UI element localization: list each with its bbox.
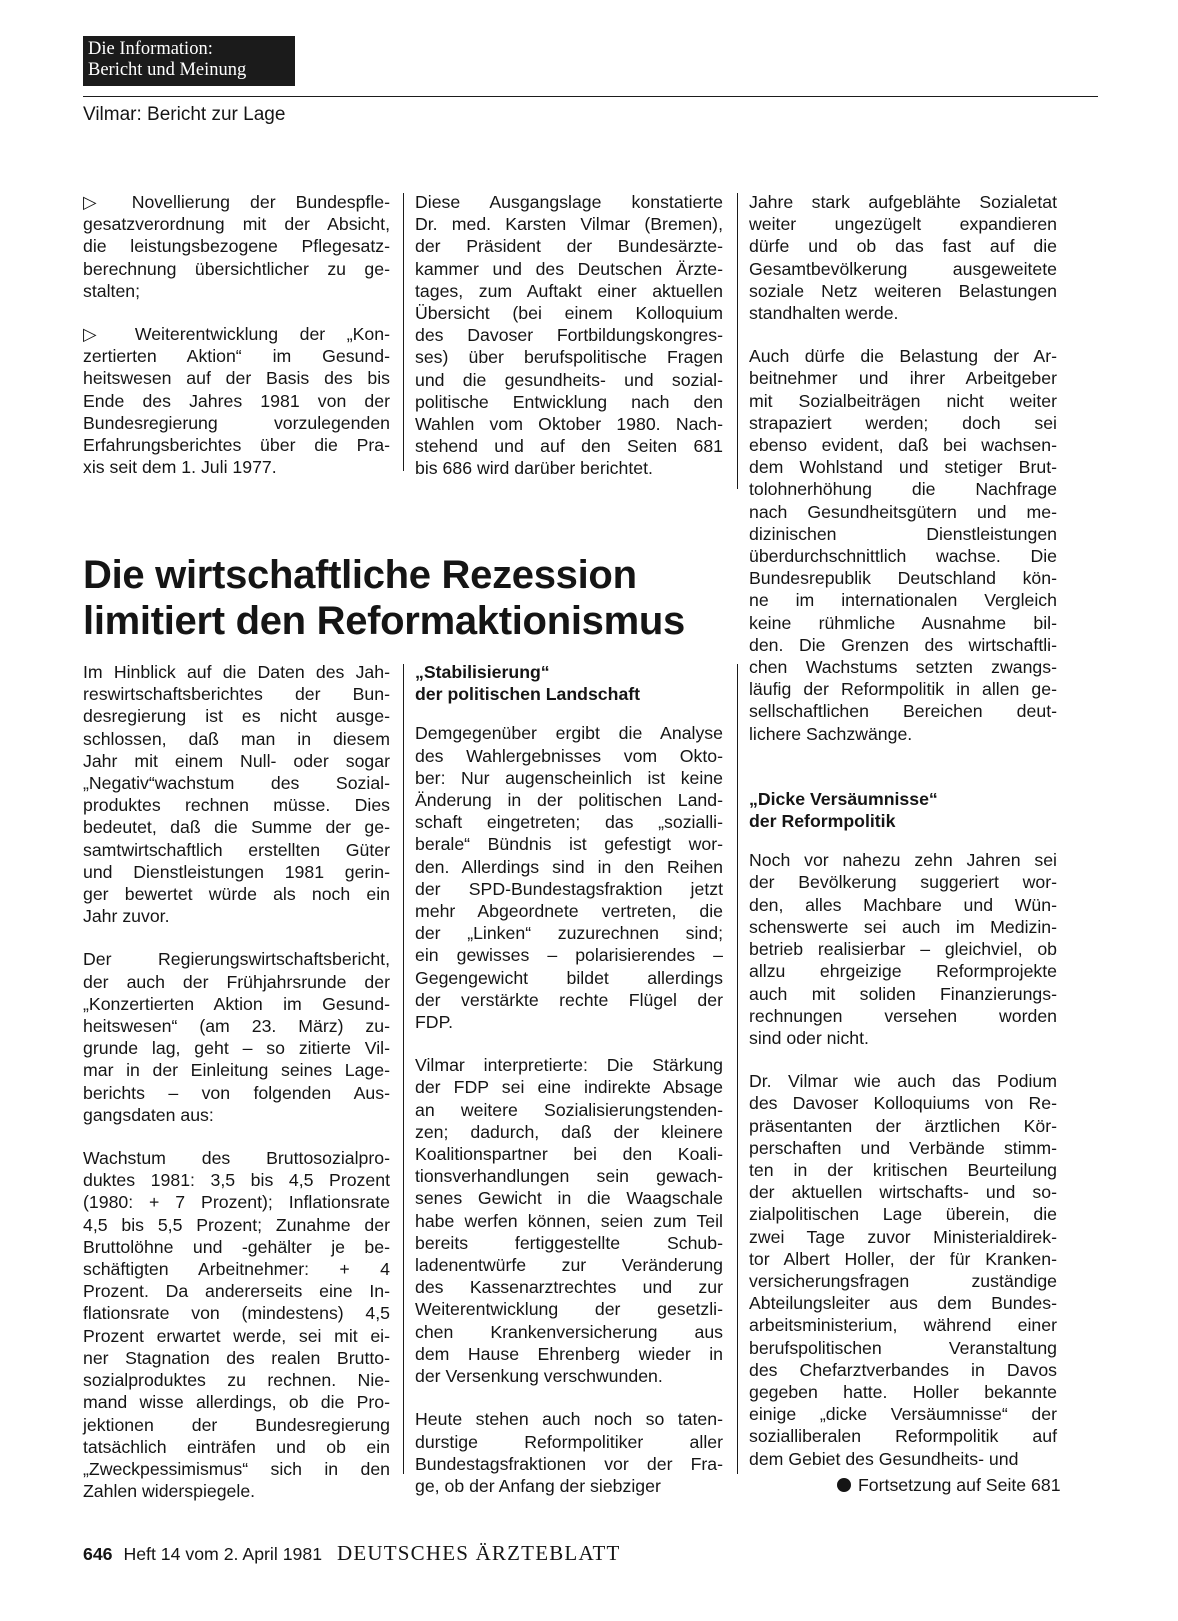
text-line: Prozent. Da andererseits eine In-	[83, 1281, 390, 1302]
text-line: betrieb realisierbar – gleichviel, ob	[749, 939, 1057, 960]
text-line: berale“ Bündnis ist gefestigt wor-	[415, 834, 723, 855]
text-line: allzu ehrgeizige Reformprojekte	[749, 961, 1057, 982]
text-line: samtwirtschaftlich erstellten Güter	[83, 839, 390, 860]
subheading-line: der Reformpolitik	[749, 811, 896, 832]
text-line: mand wisse allerdings, ob die Pro-	[83, 1392, 390, 1413]
bottom-left-column	[83, 661, 390, 1502]
text-line: berufspolitischen Veranstaltung	[749, 1337, 1057, 1358]
text-line: und die gesundheits- und sozial-	[415, 369, 723, 390]
text-line: habe werfen können, seien zum Teil	[415, 1210, 723, 1231]
continuation-text: Fortsetzung auf Seite 681	[858, 1475, 1061, 1495]
text-line: perschaften und Verbände stimm-	[749, 1137, 1057, 1158]
text-line: der FDP sei eine indirekte Absage	[415, 1077, 723, 1098]
text-line: sozialliberalen Reformpolitik auf	[749, 1426, 1057, 1447]
text-line: Weiterentwicklung der gesetzli-	[415, 1299, 723, 1320]
text-line: dem Wohlstand und stetiger Brut-	[749, 457, 1057, 478]
text-line: heitswesen“ (am 23. März) zu-	[83, 1016, 390, 1037]
paragraph	[749, 191, 1057, 324]
text-line: duktes 1981: 3,5 bis 4,5 Prozent	[83, 1170, 390, 1191]
text-line: 4,5 bis 5,5 Prozent; Zunahme der	[83, 1214, 390, 1235]
section-badge	[83, 36, 295, 86]
text-line: tatsächlich einträfen und ob ein	[83, 1436, 390, 1457]
paragraph	[415, 1054, 723, 1387]
text-line: keine rühmliche Ausnahme bil-	[749, 612, 1057, 633]
text-line: läufig der Reformpolitik in allen ge-	[749, 679, 1057, 700]
text-line: nach Gesundheitsgütern und me-	[749, 501, 1057, 522]
subheading-line: „Stabilisierung“	[415, 662, 550, 682]
text-line: ein gewisses – polarisierendes –	[415, 945, 723, 966]
text-line: die leistungsbezogene Pflegesatz-	[83, 236, 390, 257]
right-column	[749, 191, 1057, 1470]
text-line: präsentanten der ärztlichen Kör-	[749, 1115, 1057, 1136]
text-line: Abteilungsleiter aus dem Bundes-	[749, 1293, 1057, 1314]
text-line: einige „dicke Versäumnisse“ der	[749, 1404, 1057, 1425]
paragraph	[749, 849, 1057, 1049]
subheading-line: „Dicke Versäumnisse“	[749, 788, 938, 809]
journal-name: DEUTSCHES ÄRZTEBLATT	[336, 1541, 621, 1565]
badge-line-2: Bericht und Meinung	[88, 60, 247, 80]
text-line: sellschaftlichen Bereichen deut-	[749, 701, 1057, 722]
text-line: Demgegenüber ergibt die Analyse	[415, 723, 723, 744]
text-line: Gegengewicht bildet allerdings	[415, 967, 723, 988]
column-divider	[737, 193, 738, 489]
text-line: reswirtschaftsberichtes der Bun-	[83, 684, 390, 705]
text-line: Übersicht (bei einem Kolloquium	[415, 303, 723, 324]
text-line: schäftigten Arbeitnehmer: + 4	[83, 1259, 390, 1280]
headline	[83, 552, 685, 644]
column-divider	[403, 193, 404, 471]
text-line: Heute stehen auch noch so taten-	[415, 1409, 723, 1430]
text-line: berichts – von folgenden Aus-	[83, 1082, 390, 1103]
text-line: bedeutet, daß die Summe der ge-	[83, 817, 390, 838]
text-line: des Davoser Kolloquiums von Re-	[749, 1093, 1057, 1114]
text-line: standhalten werde.	[749, 303, 899, 324]
text-line: Jahr mit einem Null- oder sogar	[83, 750, 390, 771]
subheading-line: der politischen Landschaft	[415, 684, 641, 705]
text-line: durstige Reformpolitiker aller	[415, 1431, 723, 1452]
text-line: des Kassenarztrechtes und zur	[415, 1277, 723, 1298]
text-line: schaft eingetreten; das „sozialli-	[415, 812, 723, 833]
text-line: produktes rechnen müsse. Dies	[83, 795, 390, 816]
text-line: tionsverhandlungen sein gewach-	[415, 1166, 723, 1187]
text-line: der auch der Frühjahrsrunde der	[83, 971, 390, 992]
text-line: ten in der kritischen Beurteilung	[749, 1159, 1057, 1180]
section-subheading	[749, 788, 1057, 832]
text-line: der Präsident der Bundesärzte-	[415, 236, 723, 257]
text-line: tolohnerhöhung die Nachfrage	[749, 479, 1057, 500]
text-line: chen Krankenversicherung aus	[415, 1321, 723, 1342]
right-body-b	[749, 849, 1057, 1469]
paragraph	[83, 661, 390, 927]
right-body-a	[749, 191, 1057, 745]
text-line: sozialproduktes zu rechnen. Nie-	[83, 1370, 390, 1391]
text-line: gesatzverordnung mit der Absicht,	[83, 214, 390, 235]
text-line: FDP.	[415, 1012, 454, 1033]
text-line: beitnehmer und ihrer Arbeitgeber	[749, 368, 1057, 389]
text-line: dizinischen Dienstleistungen	[749, 523, 1057, 544]
text-line: politische Entwicklung nach den	[415, 391, 723, 412]
text-line: desregierung ist es nicht ausge-	[83, 706, 390, 727]
text-line: der aktuellen wirtschafts- und so-	[749, 1182, 1057, 1203]
text-line: Zahlen widerspiegele.	[83, 1481, 256, 1502]
text-line: auch mit soliden Finanzierungs-	[749, 983, 1057, 1004]
text-line: dem Hause Ehrenberg wieder in	[415, 1343, 723, 1364]
text-line: lichere Sachzwänge.	[749, 723, 913, 744]
text-line: Wachstum des Bruttosozialpro-	[83, 1148, 390, 1169]
text-line: stehend und auf den Seiten 681	[415, 436, 723, 457]
text-line: schlossen, daß man in diesem	[83, 728, 390, 749]
text-line: zialpolitischen Lage überein, die	[749, 1204, 1057, 1225]
headline-line-2: limitiert den Reformaktionismus	[83, 599, 685, 643]
text-line: des Davoser Fortbildungskongres-	[415, 325, 723, 346]
text-line: der verstärkte rechte Flügel der	[415, 989, 723, 1010]
text-line: flationsrate von (mindestens) 4,5	[83, 1303, 390, 1324]
text-line: jektionen der Bundesregierung	[83, 1414, 390, 1435]
text-line: Ende des Jahres 1981 von der	[83, 390, 390, 411]
bottom-middle-body	[415, 722, 723, 1497]
text-line: den, alles Machbare und Wün-	[749, 894, 1057, 915]
text-line: rechnungen versehen worden	[749, 1005, 1057, 1026]
text-line: kammer und des Deutschen Ärzte-	[415, 258, 723, 279]
text-line: bereits fertiggestellte Schub-	[415, 1232, 723, 1253]
text-line: Vilmar interpretierte: Die Stärkung	[415, 1055, 723, 1076]
text-line: Noch vor nahezu zehn Jahren sei	[749, 850, 1057, 871]
paragraph	[415, 191, 723, 480]
text-line: chen Wachstums setzten zwangs-	[749, 657, 1057, 678]
text-line: und Dienstleistungen 1981 gerin-	[83, 861, 390, 882]
text-line: schenswerte sei auch im Medizin-	[749, 916, 1057, 937]
text-line: Bundesrepublik Deutschland kön-	[749, 568, 1057, 589]
paragraph	[83, 323, 390, 478]
text-line: ▷ Weiterentwicklung der „Kon-	[83, 324, 390, 345]
text-line: sind oder nicht.	[749, 1027, 869, 1048]
text-line: gegeben hatte. Holler bekannte	[749, 1381, 1057, 1402]
text-line: ebenso evident, daß bei wachsen-	[749, 435, 1057, 456]
text-line: Jahr zuvor.	[83, 906, 170, 927]
text-line: dürfe und ob das fast auf die	[749, 236, 1057, 257]
text-line: grunde lag, geht – so zitierte Vil-	[83, 1038, 390, 1059]
text-line: der „Linken“ zuzurechnen sind;	[415, 923, 723, 944]
text-line: der Versenkung verschwunden.	[415, 1366, 663, 1387]
text-line: mar in der Einleitung seines Lage-	[83, 1060, 390, 1081]
text-line: versicherungsfragen zuständige	[749, 1270, 1057, 1291]
text-line: xis seit dem 1. Juli 1977.	[83, 457, 277, 478]
text-line: ▷ Novellierung der Bundespfle-	[83, 192, 390, 212]
text-line: zwei Tage zuvor Ministerialdirek-	[749, 1226, 1057, 1247]
text-line: Änderung in der politischen Land-	[415, 790, 723, 811]
text-line: berechnung übersichtlicher zu ge-	[83, 258, 390, 279]
text-line: gangsdaten aus:	[83, 1104, 214, 1125]
text-line: strapaziert werden; doch sei	[749, 412, 1057, 433]
page-number: 646	[83, 1544, 113, 1564]
header-rule	[83, 96, 1098, 97]
text-line: „Konzertierten Aktion im Gesund-	[83, 993, 390, 1014]
text-line: „Zweckpessimismus“ sich in den	[83, 1458, 390, 1479]
text-line: Jahre stark aufgeblähte Sozialetat	[749, 192, 1057, 212]
paragraph	[749, 345, 1057, 745]
paragraph	[415, 1408, 723, 1497]
text-line: des Chefarztverbandes in Davos	[749, 1359, 1057, 1380]
page-footer	[83, 1540, 621, 1567]
continuation-note	[837, 1474, 1061, 1496]
text-line: Erfahrungsberichtes über die Pra-	[83, 435, 390, 456]
bullet-icon	[837, 1478, 851, 1492]
text-line: zertierten Aktion“ im Gesund-	[83, 346, 390, 367]
text-line: bis 686 wird darüber berichtet.	[415, 458, 653, 479]
text-line: ge, ob der Anfang der siebziger	[415, 1475, 661, 1496]
text-line: an weitere Sozialisierungstenden-	[415, 1099, 723, 1120]
badge-line-1: Die Information:	[88, 39, 213, 59]
text-line: ner Stagnation des realen Brutto-	[83, 1347, 390, 1368]
text-line: tages, zum Auftakt einer aktuellen	[415, 280, 723, 301]
text-line: soziale Netz weiteren Belastungen	[749, 280, 1057, 301]
column-divider	[403, 664, 404, 1474]
paragraph	[749, 1070, 1057, 1470]
text-line: weiter ungezügelt expandieren	[749, 214, 1057, 235]
text-line: Diese Ausgangslage konstatierte	[415, 192, 723, 212]
text-line: Koalitionspartner bei den Koali-	[415, 1144, 723, 1165]
text-line: ses) über berufspolitische Fragen	[415, 347, 723, 368]
text-line: (1980: + 7 Prozent); Inflationsrate	[83, 1192, 390, 1213]
section-subheading	[415, 661, 723, 705]
top-middle-column	[415, 191, 723, 480]
text-line: Prozent erwartet werde, sei mit ei-	[83, 1325, 390, 1346]
text-line: arbeitsministerium, während einer	[749, 1315, 1057, 1336]
paragraph	[83, 1147, 390, 1502]
text-line: senes Gewicht in die Waagschale	[415, 1188, 723, 1209]
text-line: stalten;	[83, 280, 141, 301]
text-line: Der Regierungswirtschaftsbericht,	[83, 949, 390, 970]
text-line: ne im internationalen Vergleich	[749, 590, 1057, 611]
text-line: Im Hinblick auf die Daten des Jah-	[83, 662, 390, 682]
text-line: Bundestagsfraktionen vor der Fra-	[415, 1453, 723, 1474]
text-line: Dr. Vilmar wie auch das Podium	[749, 1071, 1057, 1092]
top-left-column	[83, 191, 390, 478]
text-line: ladenentwürfe zur Veränderung	[415, 1255, 723, 1276]
text-line: der SPD-Bundestagsfraktion jetzt	[415, 878, 723, 899]
column-divider	[737, 664, 738, 1474]
headline-line-1: Die wirtschaftliche Rezession	[83, 553, 637, 597]
paragraph	[415, 722, 723, 1033]
section-label: Vilmar: Bericht zur Lage	[83, 104, 286, 125]
text-line: des Wahlergebnisses vom Okto-	[415, 745, 723, 766]
text-line: der Bevölkerung suggeriert wor-	[749, 872, 1057, 893]
bottom-middle-column	[415, 661, 723, 1497]
text-line: heitswesen auf der Basis des bis	[83, 368, 390, 389]
text-line: ger bewertet würde als noch ein	[83, 884, 390, 905]
text-line: ber: Nur augenscheinlich ist keine	[415, 767, 723, 788]
text-line: mehr Abgeordnete vertreten, die	[415, 901, 723, 922]
text-line: Bundesregierung vorzulegenden	[83, 412, 390, 433]
text-line: Dr. med. Karsten Vilmar (Bremen),	[415, 214, 723, 235]
text-line: zen; dadurch, daß der kleinere	[415, 1121, 723, 1142]
paragraph	[83, 191, 390, 302]
text-line: überdurchschnittlich wachse. Die	[749, 546, 1057, 567]
text-line: den. Die Grenzen des wirtschaftli-	[749, 634, 1057, 655]
text-line: Auch dürfe die Belastung der Ar-	[749, 346, 1057, 367]
text-line: den. Allerdings sind in den Reihen	[415, 856, 723, 877]
text-line: Wahlen vom Oktober 1980. Nach-	[415, 414, 723, 435]
text-line: mit Sozialbeiträgen nicht weiter	[749, 390, 1057, 411]
paragraph	[83, 948, 390, 1126]
text-line: Bruttolöhne und -gehälter je be-	[83, 1236, 390, 1257]
text-line: Gesamtbevölkerung ausgeweitete	[749, 258, 1057, 279]
text-line: „Negativ“wachstum des Sozial-	[83, 773, 390, 794]
issue-info: Heft 14 vom 2. April 1981	[123, 1544, 323, 1564]
text-line: tor Albert Holler, der für Kranken-	[749, 1248, 1057, 1269]
text-line: dem Gebiet des Gesundheits- und	[749, 1448, 1019, 1469]
